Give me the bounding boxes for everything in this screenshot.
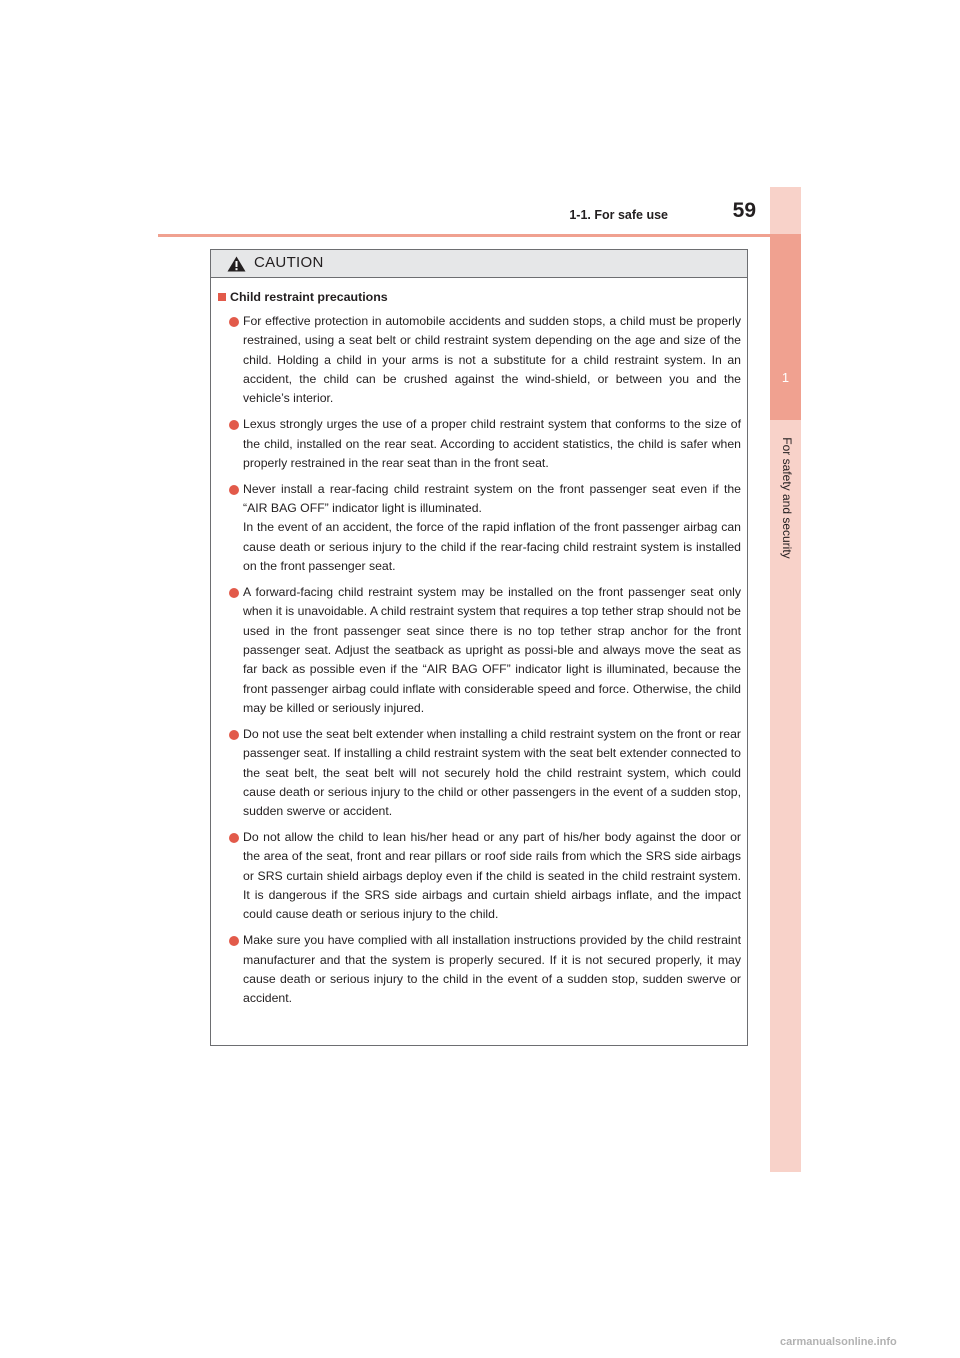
caution-box: [210, 249, 748, 1046]
list-item: [218, 931, 741, 1008]
warning-triangle-icon: [227, 256, 246, 272]
list-item-text: Never install a rear-facing child restraint system on the front passenger seat even if the “AIR BAG OFF” indicator light is illuminated.: [243, 481, 741, 516]
header-rule: [158, 234, 801, 237]
list-item-text: A forward-facing child restraint system may be installed on the front passenger seat only when it is unavoidable. A child restraint system that requires a top tether strap should not be used in the front passenger seat since there is no top tether strap anchor for the front passenger seat. Adjust the seatback as upright as possi-ble and always move the seat as far back as possible even if the “AIR BAG OFF” indicator light is illuminated, because the front passenger airbag could inflate with considerable speed and force. Otherwise, the child may be killed or seriously injured.: [243, 584, 741, 716]
list-item-text: Do not use the seat belt extender when installing a child restraint system on the front or rear passenger seat. If installing a child restraint system with the seat belt extender connected to the seat belt, the seat belt will not securely hold the child restraint system, which could cause death or serious injury to the child or other passengers in the event of a sudden stop, sudden swerve or accident.: [243, 726, 741, 819]
list-item: [218, 828, 741, 925]
caution-body: [211, 278, 747, 1009]
bullet-icon: [229, 485, 239, 495]
caution-title: CAUTION: [254, 254, 324, 271]
bullet-icon: [229, 588, 239, 598]
chapter-number: 1: [781, 370, 790, 385]
subheading: [218, 290, 741, 304]
caution-header: [211, 250, 747, 278]
bullet-icon: [229, 317, 239, 327]
list-item-text: Do not allow the child to lean his/her head or any part of his/her body against the door or the area of the seat, front and rear pillars or roof side rails from which the SRS side airbags or SRS curtain shield airbags deploy even if the child is seated in the child restraint system. It is dangerous if the SRS side airbags and curtain shield airbags inflate, and the impact could cause death or serious injury to the child.: [243, 830, 741, 922]
bullet-icon: [229, 730, 239, 740]
list-item: [218, 415, 741, 473]
list-item: [218, 312, 741, 409]
list-item-text: Make sure you have complied with all installation instructions provided by the child restraint manufacturer and that the system is properly secured. If it is not secured properly, it may cause death or serious injury to the child in the event of a sudden stop, sudden swerve or accident.: [243, 933, 741, 1006]
section-label: 1-1. For safe use: [569, 208, 668, 222]
list-item: [218, 480, 741, 577]
watermark: carmanualsonline.info: [780, 1336, 897, 1348]
list-item-text: Lexus strongly urges the use of a proper child restraint system that conforms to the size of the child, installed on the rear seat. According to accident statistics, the child is safer when properly restrained in the rear seat than in the front seat.: [243, 417, 741, 470]
list-item: [218, 583, 741, 718]
bullet-icon: [229, 420, 239, 430]
chapter-block: [770, 237, 801, 420]
list-item: [218, 725, 741, 822]
bullet-icon: [229, 936, 239, 946]
subheading-text: Child restraint precautions: [230, 290, 388, 304]
list-item-text: For effective protection in automobile accidents and sudden stops, a child must be properly restrained, using a seat belt or child restraint system depending on the age and size of the child. Holding a child in your arms is not a substitute for a child restraint system. In an accident, the child can be crushed against the wind-shield, or between you and the vehicle’s interior.: [243, 314, 741, 406]
bullet-icon: [229, 833, 239, 843]
square-bullet-icon: [218, 293, 226, 301]
page-number: 59: [732, 199, 756, 222]
chapter-title: For safety and security: [780, 437, 794, 559]
list-item-continuation: In the event of an accident, the force of the rapid inflation of the front passenger airbag can cause death or serious injury to the child if the rear-facing child restraint system is installed on the front passenger seat.: [243, 520, 741, 574]
